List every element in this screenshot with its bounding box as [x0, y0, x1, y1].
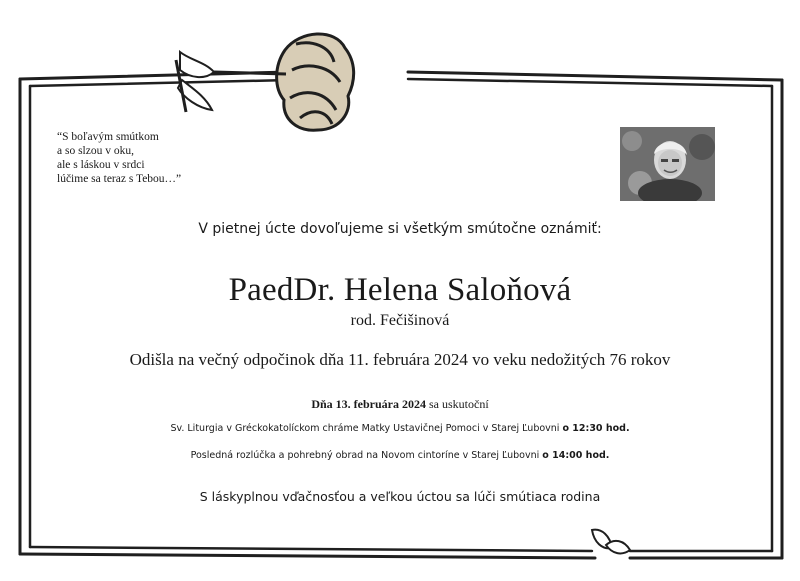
ceremony-date-bold: Dňa 13. februára 2024 [311, 397, 426, 411]
ceremony-date-rest: sa uskutoční [426, 397, 489, 411]
portrait-photo [620, 127, 715, 201]
poem-line: lúčime sa teraz s Tebou…” [57, 173, 182, 185]
poem [57, 130, 181, 186]
poem-line: a so slzou v oku, [57, 145, 134, 157]
ceremony-date [0, 397, 800, 412]
liturgy-time: o 12:30 hod. [562, 423, 630, 434]
maiden-name: rod. Fečišinová [350, 312, 450, 329]
deceased-name: PaedDr. Helena Saloňová [228, 272, 572, 308]
burial-time: o 14:00 hod. [542, 450, 610, 461]
leaf-icon [592, 530, 630, 554]
closing-text: S láskyplnou vďačnosťou a veľkou úctou sa lúči smútiaca rodina [199, 489, 601, 504]
passed-away-text: Odišla na večný odpočinok dňa 11. februára 2024 vo veku nedožitých 76 rokov [129, 350, 671, 369]
liturgy-text: Sv. Liturgia v Gréckokatolíckom chráme Matky Ustavičnej Pomoci v Starej Ľubovni [170, 423, 563, 434]
poem-line: ale s láskou v srdci [57, 159, 145, 171]
burial-text: Posledná rozlúčka a pohrebný obrad na Novom cintoríne v Starej Ľubovni [190, 450, 543, 461]
burial-line [0, 450, 800, 461]
liturgy-line [0, 423, 800, 434]
poem-line: “S boľavým smútkom [57, 131, 159, 143]
intro-text: V pietnej úcte dovoľujeme si všetkým smútočne oznámiť: [198, 221, 602, 237]
